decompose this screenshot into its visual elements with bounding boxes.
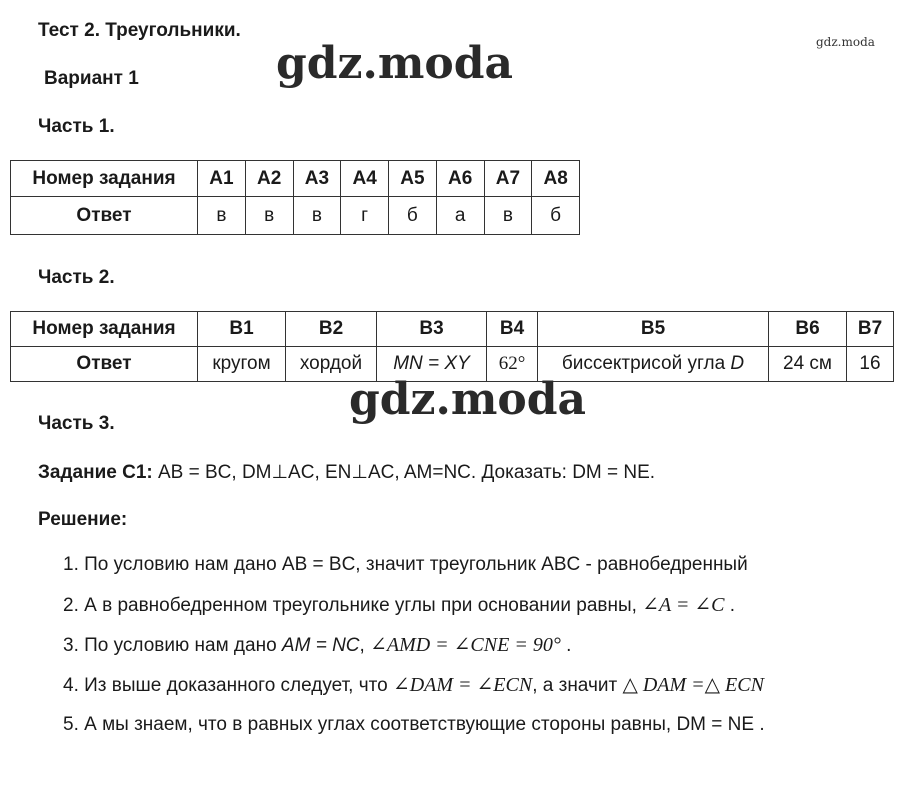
step-4-text: 4. Из выше доказанного следует, что: [63, 675, 393, 696]
part1-answer: в: [198, 197, 246, 235]
step-3-math-2: ∠AMD = ∠CNE = 90°: [370, 634, 561, 656]
part1-task: A8: [532, 161, 580, 197]
part2-answer-label: Ответ: [11, 347, 198, 382]
watermark-middle: gdz.moda: [349, 374, 587, 425]
part2-task: B7: [847, 312, 894, 347]
part2-table: [10, 311, 894, 382]
part1-heading: Часть 1.: [38, 116, 115, 137]
part1-answer: б: [532, 197, 580, 235]
part1-header-row: [11, 161, 580, 197]
part2-answer-b4: 62°: [487, 347, 538, 382]
solution-step-3: [63, 631, 765, 671]
step-3-comma: ,: [359, 635, 371, 656]
solution-step-4: [63, 671, 765, 711]
b5-variable: D: [730, 353, 745, 374]
page-title: Тест 2. Треугольники.: [38, 20, 241, 41]
part2-answer-b2: хордой: [286, 347, 377, 382]
solution-label: Решение:: [38, 509, 128, 530]
task-c1: [38, 461, 655, 484]
part2-answer-b6: 24 см: [769, 347, 847, 382]
solution-step-2: [63, 591, 765, 631]
step-4-math-2: △ DAM =△ ECN: [622, 674, 764, 696]
solution-step-5: [63, 711, 765, 751]
step-3-end: .: [560, 635, 572, 656]
step-2-math: ∠A = ∠C: [642, 594, 725, 616]
watermark-top: gdz.moda: [276, 38, 514, 89]
part1-answer: г: [341, 197, 389, 235]
part1-answer-row: [11, 197, 580, 235]
part2-task: B3: [377, 312, 487, 347]
part2-header-label: Номер задания: [11, 312, 198, 347]
part1-answer: в: [293, 197, 341, 235]
step-2-text: 2. А в равнобедренном треугольнике углы при основании равны,: [63, 595, 643, 616]
part1-answer: б: [389, 197, 437, 235]
part2-task: B1: [198, 312, 286, 347]
part2-answer-b3: MN = XY: [377, 347, 487, 382]
task-c1-label: Задание С1:: [38, 462, 153, 483]
part1-task: A2: [245, 161, 293, 197]
variant-label: Вариант 1: [44, 68, 139, 89]
step-1-text: 1. По условию нам дано AB = BC, значит треугольник ABC - равнобедренный: [63, 554, 748, 575]
part1-answer: в: [245, 197, 293, 235]
part1-task: A7: [484, 161, 532, 197]
part2-answer-b7: 16: [847, 347, 894, 382]
part1-answer: в: [484, 197, 532, 235]
part1-task: A5: [389, 161, 437, 197]
step-3-math-1: AM = NC: [281, 635, 360, 656]
step-4-math-1: ∠DAM = ∠ECN: [392, 674, 533, 696]
step-3-text: 3. По условию нам дано: [63, 635, 282, 656]
part2-task: B5: [538, 312, 769, 347]
part1-task: A3: [293, 161, 341, 197]
solution-step-1: [63, 551, 765, 591]
solution-steps: [63, 551, 765, 751]
part1-answer-label: Ответ: [11, 197, 198, 235]
part1-task: A6: [436, 161, 484, 197]
part2-answer-b1: кругом: [198, 347, 286, 382]
part2-header-row: [11, 312, 894, 347]
part2-task: B4: [487, 312, 538, 347]
step-4-mid: , а значит: [532, 675, 623, 696]
step-5-text: 5. А мы знаем, что в равных углах соответствующие стороны равны, DM = NE .: [63, 714, 765, 735]
part2-heading: Часть 2.: [38, 267, 115, 288]
part1-answer: а: [436, 197, 484, 235]
part2-task: B2: [286, 312, 377, 347]
b5-text: биссектрисой угла: [561, 353, 731, 374]
task-c1-text: AB = BC, DM⊥AC, EN⊥AC, AM=NC. Доказать: DM = NE.: [152, 462, 656, 483]
part3-heading: Часть 3.: [38, 413, 115, 434]
part1-header-label: Номер задания: [11, 161, 198, 197]
part1-task: A4: [341, 161, 389, 197]
part1-table: [10, 160, 580, 235]
part2-task: B6: [769, 312, 847, 347]
part1-task: A1: [198, 161, 246, 197]
step-2-end: .: [724, 595, 735, 616]
watermark-small: gdz.moda: [816, 35, 875, 49]
